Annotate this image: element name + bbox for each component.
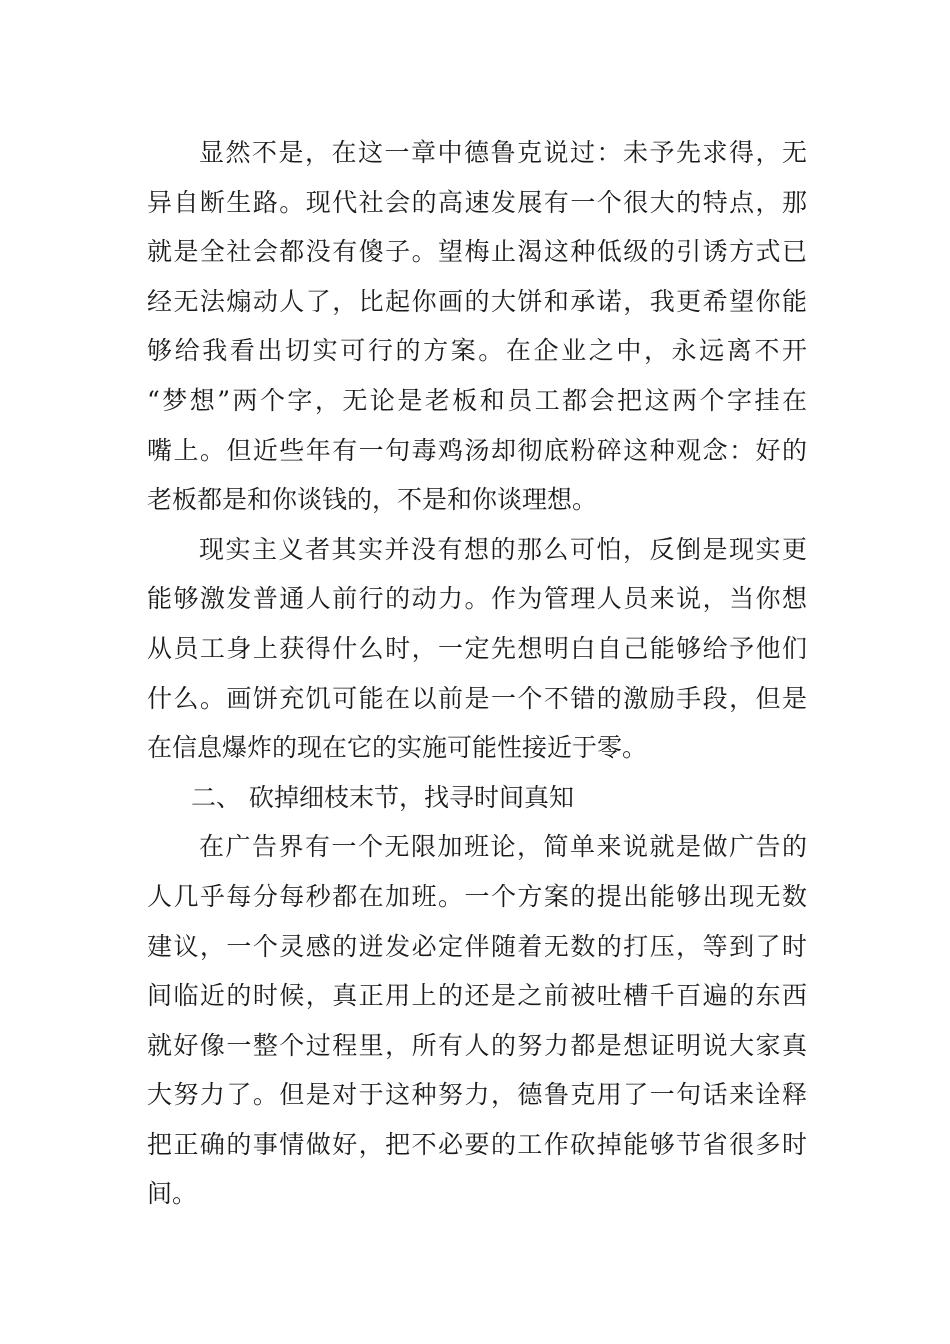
text-line: 显然不是，在这一章中德鲁克说过：未予先求得，无 <box>199 138 807 167</box>
text-line: 大努力了。但是对于这种努力，德鲁克用了一句话来诠释 <box>147 1080 807 1110</box>
text-line: 把正确的事情做好，把不必要的工作砍掉能够节省很多时 <box>147 1129 807 1159</box>
text-line: 老板都是和你谈钱的，不是和你谈理想。 <box>147 485 598 515</box>
text-line: 从员工身上获得什么时，一定先想明白自己能够给予他们 <box>147 633 807 663</box>
section-heading <box>147 773 807 823</box>
text-line: “梦想”两个字，无论是老板和员工都会把这两个字挂在 <box>147 385 807 415</box>
paragraph <box>147 525 807 773</box>
text-line: 什么。画饼充饥可能在以前是一个不错的激励手段，但是 <box>147 683 807 713</box>
text-line: 间。 <box>147 1179 198 1209</box>
text-line: 嘴上。但近些年有一句毒鸡汤却彻底粉碎这种观念：好的 <box>147 435 807 465</box>
text-line: 建议，一个灵感的迸发必定伴随着无数的打压，等到了时 <box>147 931 807 961</box>
text-line: 在信息爆炸的现在它的实施可能性接近于零。 <box>147 733 648 763</box>
text-line: 就好像一整个过程里，所有人的努力都是想证明说大家真 <box>147 1030 807 1060</box>
paragraph <box>147 128 807 525</box>
text-line: 人几乎每分每秒都在加班。一个方案的提出能够出现无数 <box>147 881 807 911</box>
heading-line: 二、 砍掉细枝末节，找寻时间真知 <box>191 782 574 812</box>
text-line: 就是全社会都没有傻子。望梅止渴这种低级的引诱方式已 <box>147 237 807 267</box>
document-body <box>147 128 807 1219</box>
paragraph <box>147 822 807 1219</box>
text-line: 异自断生路。现代社会的高速发展有一个很大的特点，那 <box>147 187 807 217</box>
text-line: 在广告界有一个无限加班论，简单来说就是做广告的 <box>199 832 807 862</box>
text-line: 能够激发普通人前行的动力。作为管理人员来说，当你想 <box>147 584 807 614</box>
text-line: 够给我看出切实可行的方案。在企业之中，永远离不开 <box>147 336 807 366</box>
text-line: 现实主义者其实并没有想的那么可怕，反倒是现实更 <box>199 534 807 564</box>
text-line: 经无法煽动人了，比起你画的大饼和承诺，我更希望你能 <box>147 286 807 316</box>
text-line: 间临近的时候，真正用上的还是之前被吐槽千百遍的东西 <box>147 981 807 1011</box>
